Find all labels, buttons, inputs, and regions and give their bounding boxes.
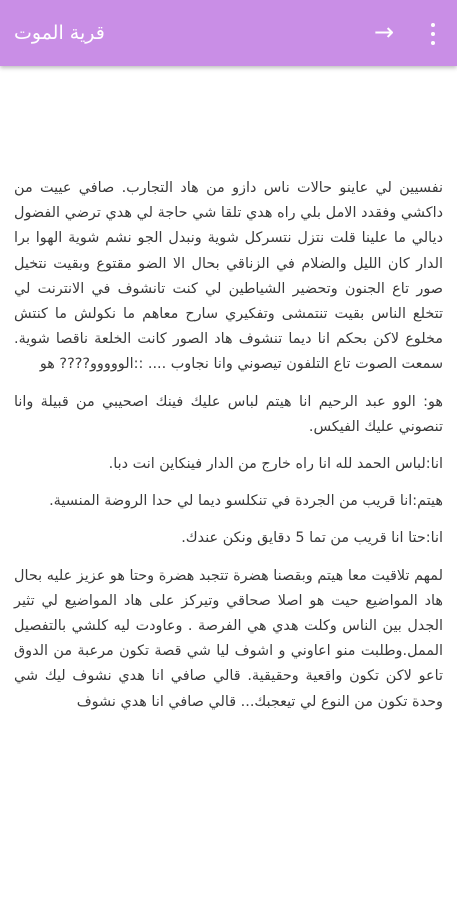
arrow-right-icon[interactable]: → xyxy=(373,18,395,46)
story-text xyxy=(14,176,443,727)
page-title: قرية الموت xyxy=(14,22,105,44)
story-paragraph: لمهم تلاقيت معا هيتم وبقصنا هضرة تتجبد هضرة وحتا هو عزيز عليه بحال هاد المواضيع حيت هو اصلا صحاقي وتيركز على هاد المواضيع لي تثير الجدل بين الناس وكلت هدي هي الفرصة . وعاودت ليه كلشي بالتفصيل الممل.وطلبت منو اعاوني و اشوف ليا شي قصة تكون مرعبة من الدوق تاعو لاكن تكون واقعية وحقيقية. قالي صافي انا هدي نشوف ليك شي وحدة تكون من النوع لي تيعجبك... قالي صافي انا هدي نشوف xyxy=(14,567,443,710)
story-paragraph: هيتم:انا قريب من الجردة في تنكلسو ديما لي حدا الروضة المنسية. xyxy=(49,493,443,510)
menu-dot xyxy=(431,23,435,27)
story-paragraph: انا:حتا انا قريب من تما 5 دقايق ونكن عندك. xyxy=(181,530,443,547)
story-paragraph: انا:لباس الحمد لله انا راه خارج من الدار فينكاين انت دبا. xyxy=(108,456,443,473)
story-paragraph: نفسيين لي عاينو حالات ناس دازو من هاد التجارب. صافي عييت من داكشي وفقدد الامل بلي راه هدي تلقا شي حاجة لي هدي ترضي الفضول ديالي ما علينا قلت نتزل نتسركل شوية ونبدل الجو نشم شوية الهوا برا الدار كان الليل والضلام في الزناقي بحال الا الضو مقتوع وبقيت نتخيل صور تاع الجنون وتحضير الشياطين لي كنت تانشوف في الانترنت لي تتخلع الناس بقيت تنتمشى وتفكيري سارح معاهم ما نكولش ما كنتش مخلوع لاكن بحكم انا ديما تنشوف هاد الصور كانت الخلعة ناقصا شوية. سمعت الصوت تاع التلفون تيصوني وانا نجاوب .... ::الووووو???? هو xyxy=(14,180,443,373)
story-paragraph: هو: الوو عبد الرحيم انا هيتم لباس عليك فينك اصحيبي من قبيلة وانا تنصوني عليك الفيكس. xyxy=(14,393,443,435)
more-vert-icon[interactable] xyxy=(422,20,444,48)
app-bar xyxy=(0,0,457,66)
menu-dot xyxy=(431,41,435,45)
menu-dot xyxy=(431,32,435,36)
